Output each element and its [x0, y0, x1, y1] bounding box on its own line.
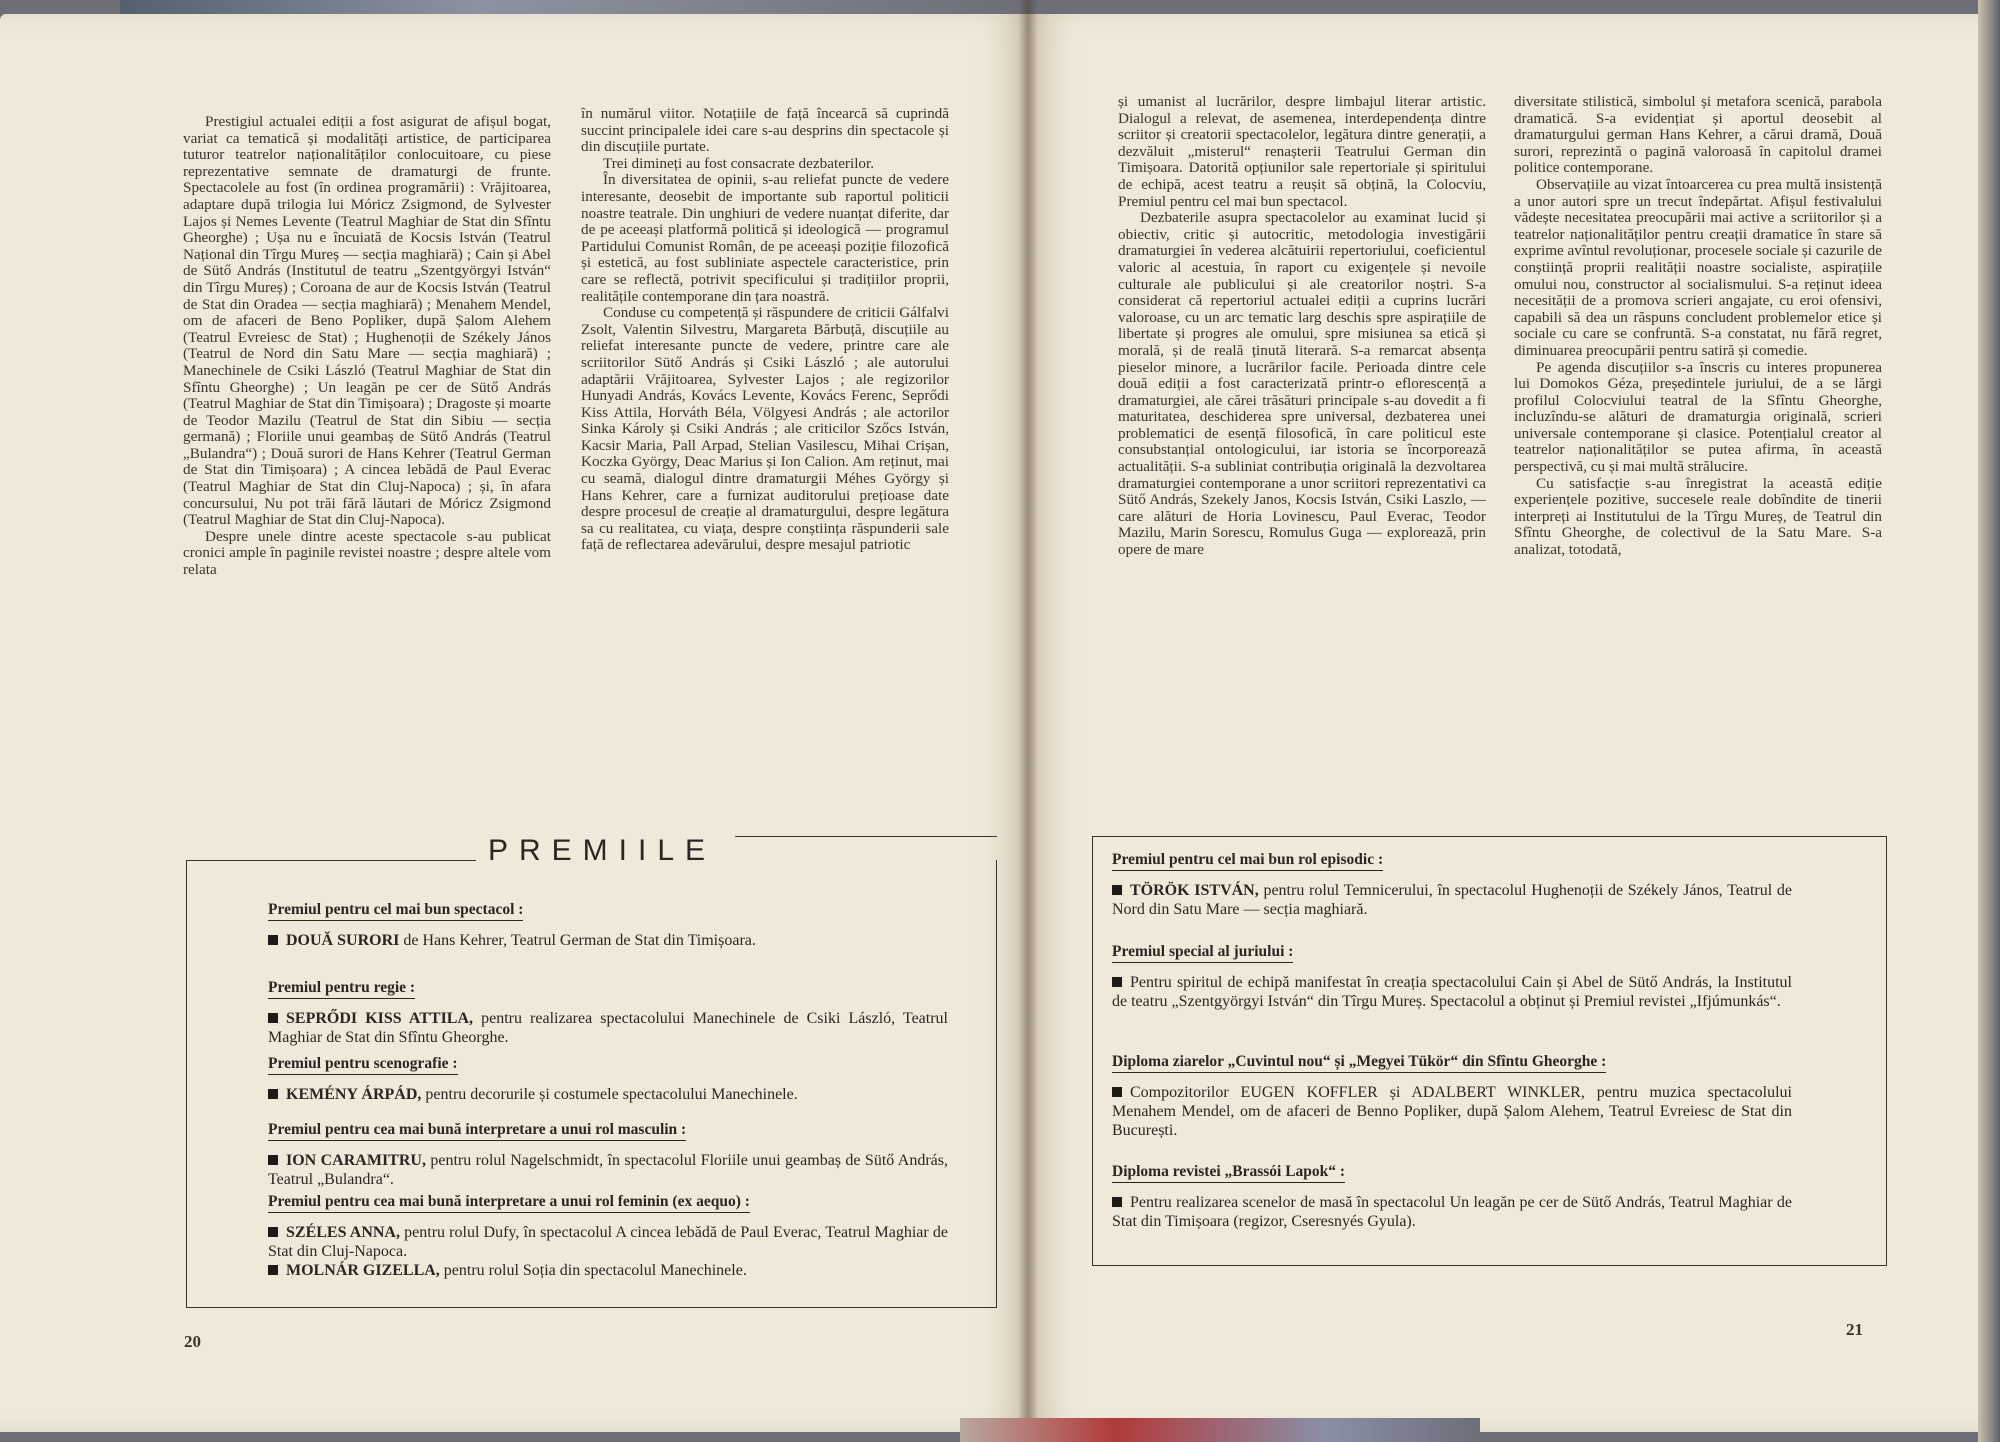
prize-body: ION CARAMITRU, pentru rolul Nagelschmidt, în spectacolul Floriile unui geambaș de Sütő András, Teatrul „Bulandra“.	[268, 1152, 948, 1188]
prize-body: TÖRÖK ISTVÁN, pentru rolul Temnicerului, în spectacolul Hughenoții de Székely János, Teatrul de Nord din Satu Mare — secția maghiară.	[1112, 882, 1792, 918]
prize-heading: Premiul pentru regie :	[268, 978, 415, 999]
bullet-square-icon	[268, 1227, 278, 1237]
bullet-square-icon	[268, 1013, 278, 1023]
prize-episodic-role	[1112, 850, 1792, 919]
prize-jury-special	[1112, 942, 1792, 1011]
prize-heading: Premiul special al juriului :	[1112, 942, 1293, 963]
prize-body: Compozitorilor EUGEN KOFFLER și ADALBERT WINKLER, pentru muzica spectacolului Menahem Mendel, om de afaceri de Benno Popliker, după Șalom Alehem, Teatrul Evreiesc de Stat din București.	[1112, 1084, 1792, 1139]
paragraph: Dezbaterile asupra spectacolelor au examinat lucid și obiectiv, critic și autocritic, metodologia investigării dramaturgiei în vederea alcătuirii repertoriului, coeficientul valoric al acestuia, în raport cu exigențele și nevoile culturale ale publicului și ale creatorilor noștri. S-a considerat că repertoriul actualei ediții a cuprins lucrări valoroase, cu un arc tematic larg deschis spre aspirațiile de libertate și progres ale omului, spre misiunea sa etică și morală, și de reală ținută literară. S-a remarcat absența pieselor minore, a lucrărilor facile. Perioada dintre cele două ediții a fost caracterizată printr-o eflorescență a dramaturgiei, ale cărei trăsături principale s-au dovedit a fi maturitatea, deschiderea spre universal, dezbaterea unei problematici de esență filosofică, în care politicul este consubstanțial ontologicului, iar istoria se încorporează actualității. S-a subliniat contribuția originală la dezvoltarea dramaturgiei contemporane a unor scriitori reprezentativi ca Sütő András, Szekely Janos, Kocsis István, Csiki Laszlo, — care alături de Horia Lovinescu, Paul Everac, Teodor Mazilu, Marin Sorescu, Romulus Guga — explorează, prin opere de mare	[1118, 209, 1486, 559]
paragraph: și umanist al lucrărilor, despre limbajul literar artistic. Dialogul a relevat, de asemenea, interdependența dintre scriitor și creatorii spectacolelor, legătura dintre generații, a dezvăluit „misterul“ renașterii Teatrului German din Timișoara. Datorită opțiunilor sale repertoriale și spiritului de echipă, acest teatru a reușit să obțină, la Colocviu, Premiul pentru cel mai bun spectacol.	[1118, 93, 1486, 210]
book-bottom-edge	[960, 1418, 1480, 1442]
prize-body: SEPRŐDI KISS ATTILA, pentru realizarea spectacolului Manechinele de Csiki László, Teatrul Maghiar de Stat din Sfîntu Gheorghe.	[268, 1010, 949, 1046]
prize-heading: Diploma ziarelor „Cuvintul nou“ și „Megyei Tükör“ din Sfîntu Gheorghe :	[1112, 1052, 1606, 1073]
bullet-square-icon	[268, 935, 278, 945]
bullet-square-icon	[1112, 977, 1122, 987]
prize-magazine-diploma	[1112, 1162, 1792, 1231]
premii-title: PREMIILE	[488, 834, 717, 867]
prize-best-show	[268, 900, 948, 950]
paragraph: Pe agenda discuțiilor s-a înscris cu interes propunerea lui Domokos Géza, președintele juriului, de a se lărgi profilul Colocviului teatral de la Sfîntu Gheorghe, incluzîndu-se alături de dramaturgia originală, scrieri universale contemporane și clasice. Potențialul creator al teatrelor naționalităților se putea afirma, în această perspectivă, cu și mai multă strălucire.	[1514, 358, 1882, 476]
prize-body: Pentru spiritul de echipă manifestat în creația spectacolului Cain și Abel de Sütő András, la Institutul de teatru „Szentgyörgyi István“ din Tîrgu Mureș. Spectacolul a obținut și Premiul revistei „Ifjúmunkás“.	[1112, 974, 1792, 1010]
prize-female-role	[268, 1192, 948, 1280]
prize-body: Pentru realizarea scenelor de masă în spectacolul Un leagăn pe cer de Sütő András, Teatrul Maghiar de Stat din Timișoara (regizor, Cseresnyés Gyula).	[1112, 1194, 1792, 1230]
paragraph: Conduse cu competență și răspundere de criticii Gálfalvi Zsolt, Valentin Silvestru, Margareta Bărbuță, discuțiile au reliefat interesante puncte de vedere, printre care ale scriitorilor Sütő András și Csiki László ; ale autorului adaptării Vrăjitoarea, Sylvester Lajos ; ale regizorilor Hunyadi András, Kovács Levente, Kovács Ferenc, Seprődi Kiss Attila, Horváth Béla, Völgyesi András ; ale actorilor Sinka Károly și Csiki András ; ale criticilor Szőcs István, Kacsir Maria, Pall Arpad, Stelian Vasilescu, Mihai Crișan, Koczka György, Deac Marius și Ion Calion. Am reținut, mai cu seamă, dialogul dintre dramaturgii Méhes György și Hans Kehrer, care a furnizat auditorului prețioase date despre procesul de creație al dramaturgului, despre legătura sa cu realitatea, cu viața, despre conștiința răspunderii sale față de reflectarea adevărului, despre mesajul patriotic	[581, 304, 949, 554]
page-number: 21	[1846, 1320, 1863, 1339]
prize-heading: Premiul pentru scenografie :	[268, 1054, 458, 1075]
paragraph: Despre unele dintre aceste spectacole s-au publicat cronici ample în paginile revistei noastre ; despre altele vom relata	[183, 527, 551, 579]
prize-body: KEMÉNY ÁRPÁD, pentru decorurile și costumele spectacolului Manechinele.	[268, 1085, 948, 1104]
right-column-1	[1118, 94, 1486, 559]
paragraph: În diversitatea de opinii, s-au reliefat puncte de vedere interesante, deosebit de importante sub raportul politicii noastre teatrale. Din unghiuri de vedere nuanțat diferite, dar de pe aceeași platformă politică și ideologică — programul Partidului Comunist Român, de pe aceeași poziție filozofică și estetică, au fost subliniate aspectele caracteristice, prin care se reflectă, potrivit specificului și tradițiilor proprii, realitățile contemporane din țara noastră.	[581, 171, 949, 305]
paragraph: Cu satisfacție s-au înregistrat la această ediție experiențele pozitive, succesele reale dobîndite de tinerii interpreți ai Institutului de la Tîrgu Mureș, de Teatrul din Sfîntu Gheorghe, de colectivul de la Satu Mare. S-a analizat, totodată,	[1514, 474, 1882, 559]
bullet-square-icon	[268, 1155, 278, 1165]
prize-male-role	[268, 1120, 948, 1189]
bullet-square-icon	[1112, 1087, 1122, 1097]
bullet-square-icon	[268, 1265, 278, 1275]
prize-newspapers-diploma	[1112, 1052, 1792, 1140]
prize-heading: Premiul pentru cea mai bună interpretare a unui rol feminin (ex aequo) :	[268, 1192, 750, 1213]
book-right-edge	[1978, 0, 2000, 1442]
left-column-1	[183, 114, 551, 579]
prize-heading: Diploma revistei „Brassói Lapok“ :	[1112, 1162, 1345, 1183]
paragraph: Prestigiul actualei ediții a fost asigurat de afișul bogat, variat ca tematică și modalități artistice, de participarea tuturor teatrelor naționalităților conlocuitoare, cu piese reprezentative semnate de dramaturgi de frunte. Spectacolele au fost (în ordinea programării) : Vrăjitoarea, adaptare după trilogia lui Móricz Zsigmond, de Sylvester Lajos și Nemes Levente (Teatrul Maghiar de Stat din Sfîntu Gheorghe) ; Ușa nu e încuiată de Kocsis István (Teatrul Național din Tîrgu Mureș — secția maghiară) ; Cain și Abel de Sütő András (Institutul de teatru „Szentgyörgyi István“ din Tîrgu Mureș) ; Coroana de aur de Kocsis István (Teatrul de Stat din Oradea — secția maghiară) ; Menahem Mendel, om de afaceri de Beno Popliker, după Șalom Alehem (Teatrul Evreiesc de Stat) ; Hughenoții de Székely János (Teatrul de Nord din Satu Mare — secția maghiară) ; Manechinele de Csiki László (Teatrul Maghiar de Stat din Sfîntu Gheorghe) ; Un leagăn pe cer de Sütő András (Teatrul Maghiar de Stat din Timișoara) ; Dragoste și moarte de Teodor Mazilu (Teatrul de Stat din Sibiu — secția germană) ; Floriile unui geambaș de Sütő András (Teatrul „Bulandra“) ; Două surori de Hans Kehrer (Teatrul German de Stat din Timișoara) ; A cincea lebădă de Paul Everac (Teatrul Maghiar de Stat din Cluj-Napoca) ; și, în afara concursului, Nu pot trăi fără lăutari de Móricz Zsigmond (Teatrul Maghiar de Stat din Cluj-Napoca).	[183, 113, 551, 529]
left-page	[0, 14, 1028, 1432]
prize-body: MOLNÁR GIZELLA, pentru rolul Soția din spectacolul Manechinele.	[268, 1261, 948, 1280]
paragraph: diversitate stilistică, simbolul și metafora scenică, parabola dramatică. S-a evidențiat și aportul deosebit al dramaturgului german Hans Kehrer, a cărui dramă, Două surori, reprezintă o pagină valoroasă în capitolul dramei politice contemporane.	[1514, 93, 1882, 177]
premii-rule-right	[735, 836, 997, 837]
book-top-edge	[120, 0, 1020, 14]
prize-heading: Premiul pentru cel mai bun rol episodic :	[1112, 850, 1383, 871]
right-column-2	[1514, 94, 1882, 559]
bullet-square-icon	[1112, 885, 1122, 895]
bullet-square-icon	[268, 1089, 278, 1099]
prize-scenography	[268, 1054, 948, 1104]
prize-body: SZÉLES ANNA, pentru rolul Dufy, în spectacolul A cincea lebădă de Paul Everac, Teatrul Maghiar de Stat din Cluj-Napoca.	[268, 1224, 948, 1260]
page-number: 20	[184, 1332, 201, 1351]
prize-heading: Premiul pentru cel mai bun spectacol :	[268, 900, 523, 921]
prize-heading: Premiul pentru cea mai bună interpretare a unui rol masculin :	[268, 1120, 686, 1141]
left-column-2	[581, 106, 949, 554]
prize-body: DOUĂ SURORI de Hans Kehrer, Teatrul German de Stat din Timișoara.	[268, 931, 948, 950]
paragraph: în numărul viitor. Notațiile de față încearcă să cuprindă succint principalele idei care s-au desprins din spectacole și din discuțiile purtate.	[581, 105, 949, 156]
bullet-square-icon	[1112, 1197, 1122, 1207]
prize-direction	[268, 978, 948, 1047]
paragraph: Trei dimineți au fost consacrate dezbaterilor.	[603, 154, 875, 172]
paragraph: Observațiile au vizat întoarcerea cu prea multă insistență a unor autori spre un trecut îndepărtat. Afișul festivalului vădește necesitatea preocupării mai active a scriitorilor și a teatrelor naționalităților pentru creații dramatice în stare să exprime avîntul revoluționar, procesele sociale și cazurile de conștiință proprii realității noastre socialiste, aspirațiile omului nou, constructor al socialismului. S-a reținut ideea necesității de a promova scrieri angajate, cu eroi ofensivi, capabili să dea un răspuns concludent problemelor etice și sociale cu care se confruntă. S-a constatat, nu fără regret, diminuarea preocupării pentru satiră și comedie.	[1514, 175, 1882, 359]
